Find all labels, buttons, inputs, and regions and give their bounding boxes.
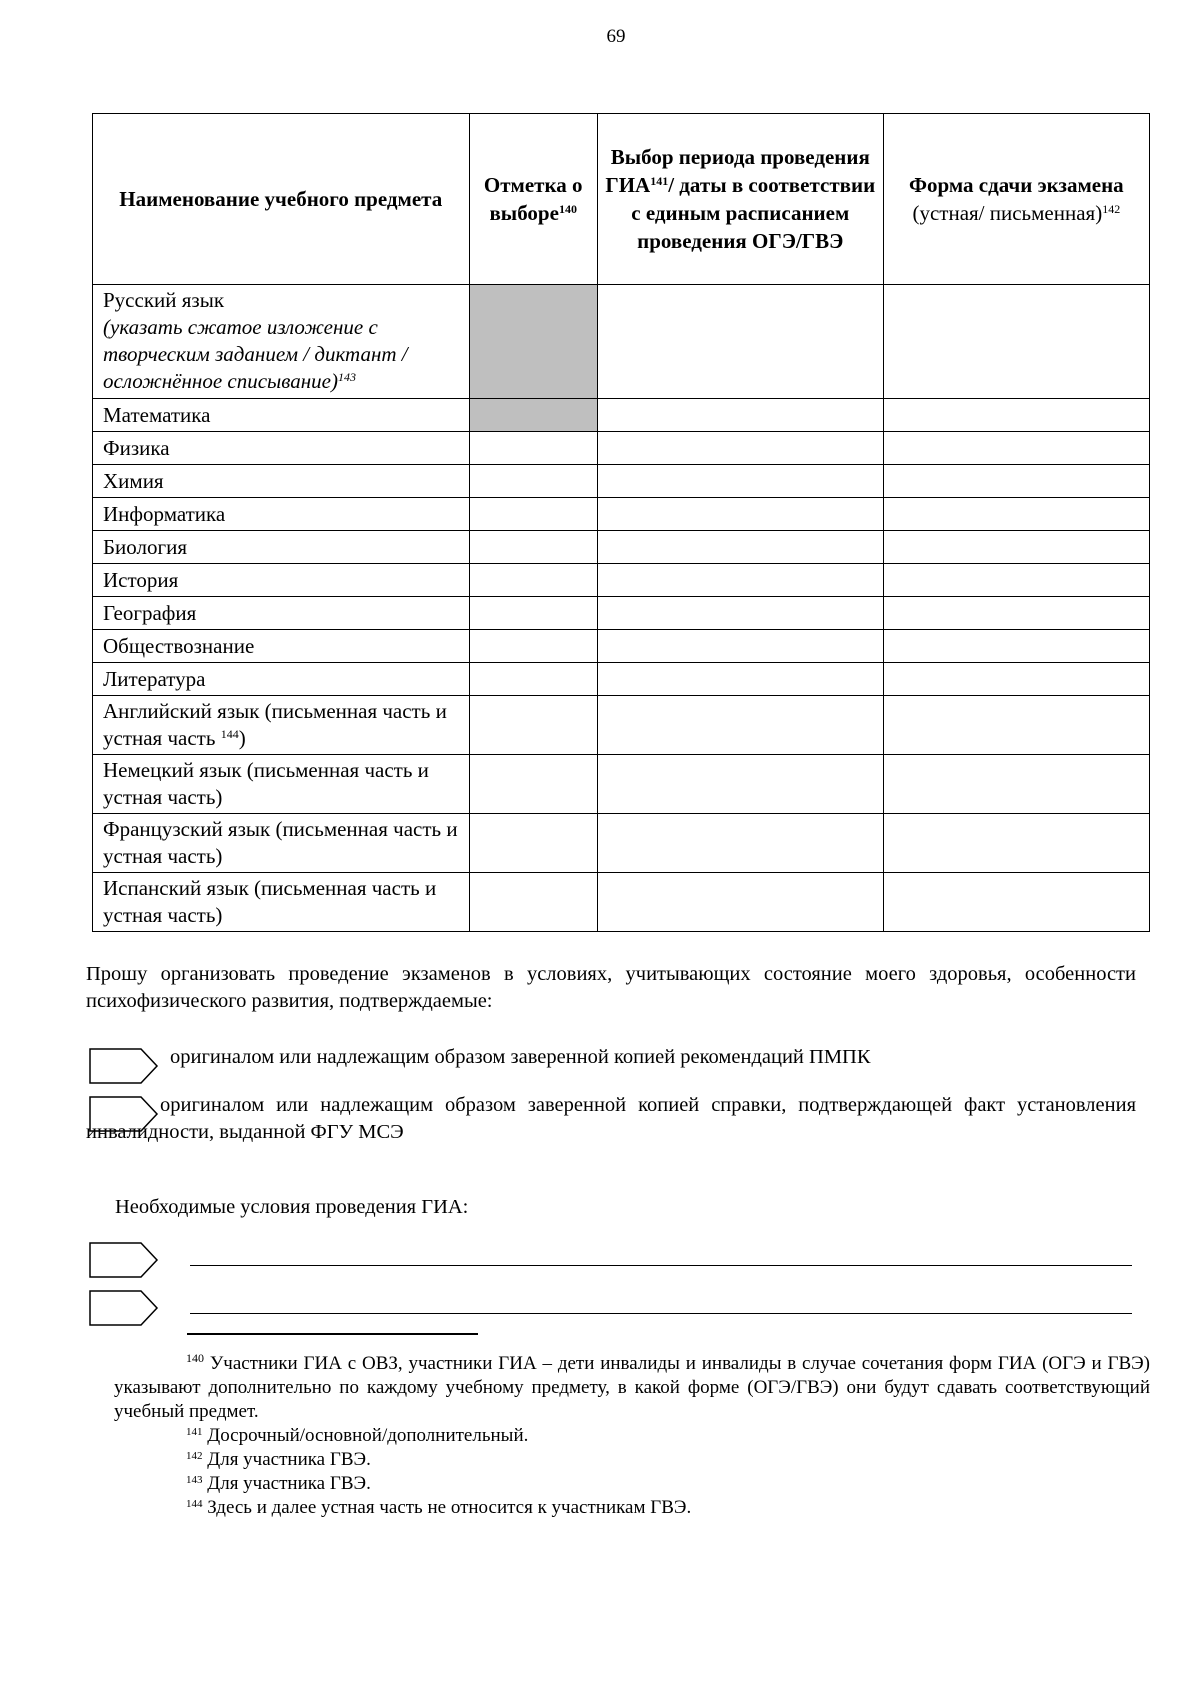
- table-row: [93, 399, 1150, 432]
- mark-cell[interactable]: [469, 630, 597, 663]
- request-paragraph: Прошу организовать проведение экзаменов в условиях, учитывающих состояние моего здоровья, особенности психофизического развития, подтверждаемые:: [86, 963, 1136, 1012]
- form-cell[interactable]: [883, 531, 1149, 564]
- period-cell[interactable]: [597, 564, 883, 597]
- conditions-label: Необходимые условия проведения ГИА:: [115, 1196, 469, 1218]
- table-row: [93, 432, 1150, 465]
- footnote-143: $^{143}$ Для участника ГВЭ.: [186, 1473, 371, 1494]
- subject-russian: Русский язык (указать сжатое изложение с творческим заданием / диктант / осложнённое списывание)$^{143}$: [93, 285, 470, 399]
- period-cell[interactable]: [597, 531, 883, 564]
- subject-name: Обществознание: [93, 630, 470, 663]
- mark-cell[interactable]: [469, 814, 597, 873]
- period-cell[interactable]: [597, 755, 883, 814]
- period-cell[interactable]: [597, 399, 883, 432]
- disability-option-label: оригиналом или надлежащим образом заверенной копией справки, подтверждающей факт установления инвалидности, выданной ФГУ МСЭ: [86, 1094, 1136, 1143]
- subject-name: Физика: [93, 432, 470, 465]
- subject-name: Литература: [93, 663, 470, 696]
- form-cell[interactable]: [883, 696, 1149, 755]
- table-row: [93, 696, 1150, 755]
- table-row: [93, 663, 1150, 696]
- mark-cell[interactable]: [469, 663, 597, 696]
- form-cell[interactable]: [883, 873, 1149, 932]
- period-cell[interactable]: [597, 696, 883, 755]
- subject-name: Биология: [93, 531, 470, 564]
- mark-cell[interactable]: [469, 564, 597, 597]
- table-header-row: [93, 114, 1150, 285]
- subject-name: Математика: [93, 399, 470, 432]
- footnote-142: $^{142}$ Для участника ГВЭ.: [186, 1449, 371, 1470]
- mark-cell[interactable]: [469, 755, 597, 814]
- period-cell[interactable]: [597, 597, 883, 630]
- condition-input-2[interactable]: [190, 1313, 1132, 1314]
- pmpk-option-label: оригиналом или надлежащим образом заверенной копией рекомендаций ПМПК: [170, 1046, 871, 1068]
- period-cell[interactable]: [597, 630, 883, 663]
- condition-checkbox-2[interactable]: [89, 1290, 159, 1328]
- form-cell[interactable]: [883, 564, 1149, 597]
- table-row: [93, 597, 1150, 630]
- form-cell[interactable]: [883, 814, 1149, 873]
- subjects-table: [92, 113, 1150, 932]
- mark-cell[interactable]: [469, 696, 597, 755]
- form-cell[interactable]: [883, 432, 1149, 465]
- footnote-separator: [187, 1333, 478, 1335]
- table-row: [93, 564, 1150, 597]
- mark-cell[interactable]: [469, 531, 597, 564]
- header-mark: Отметка о выборе$^{140}$: [469, 114, 597, 285]
- form-cell[interactable]: [883, 399, 1149, 432]
- form-cell[interactable]: [883, 465, 1149, 498]
- subject-name: История: [93, 564, 470, 597]
- form-cell[interactable]: [883, 498, 1149, 531]
- condition-input-1[interactable]: [190, 1265, 1132, 1266]
- footnote-140: $^{140}$ Участники ГИА с ОВЗ, участники ГИА – дети инвалиды и инвалиды в случае сочетания форм ГИА (ОГЭ и ГВЭ) указывают дополнительно по каждому учебному предмету, в какой форме (ОГЭ/ГВЭ) они будут сдавать соответствующий учебный предмет.: [114, 1351, 1150, 1422]
- form-cell[interactable]: [883, 597, 1149, 630]
- header-period: Выбор периода проведения ГИА$^{141}$/ даты в соответствии с единым расписанием проведения ОГЭ/ГВЭ: [597, 114, 883, 285]
- table-row: [93, 498, 1150, 531]
- mark-cell-disabled: [469, 285, 597, 399]
- subject-name: Химия: [93, 465, 470, 498]
- pmpk-checkbox[interactable]: [89, 1048, 159, 1086]
- page-number: 69: [606, 26, 626, 47]
- table-row: [93, 873, 1150, 932]
- period-cell[interactable]: [597, 663, 883, 696]
- subject-name: Французский язык (письменная часть и устная часть): [93, 814, 470, 873]
- period-cell[interactable]: [597, 814, 883, 873]
- subject-name: Информатика: [93, 498, 470, 531]
- mark-cell[interactable]: [469, 432, 597, 465]
- footnotes: [114, 1352, 1150, 1520]
- table-row: [93, 285, 1150, 399]
- footnote-144: $^{144}$ Здесь и далее устная часть не относится к участникам ГВЭ.: [186, 1497, 692, 1518]
- form-cell[interactable]: [883, 630, 1149, 663]
- mark-cell[interactable]: [469, 597, 597, 630]
- header-subject: Наименование учебного предмета: [93, 114, 470, 285]
- subject-english: Английский язык (письменная часть и устная часть $^{144}$): [93, 696, 470, 755]
- form-cell[interactable]: [883, 755, 1149, 814]
- mark-cell[interactable]: [469, 498, 597, 531]
- table-row: [93, 465, 1150, 498]
- subject-name: География: [93, 597, 470, 630]
- table-row: [93, 755, 1150, 814]
- subject-name: Немецкий язык (письменная часть и устная часть): [93, 755, 470, 814]
- table-row: [93, 531, 1150, 564]
- period-cell[interactable]: [597, 432, 883, 465]
- mark-cell-disabled: [469, 399, 597, 432]
- period-cell[interactable]: [597, 465, 883, 498]
- condition-checkbox-1[interactable]: [89, 1242, 159, 1280]
- period-cell[interactable]: [597, 498, 883, 531]
- table-row: [93, 630, 1150, 663]
- subject-name: Испанский язык (письменная часть и устная часть): [93, 873, 470, 932]
- footnote-141: $^{141}$ Досрочный/основной/дополнительный.: [186, 1425, 529, 1446]
- mark-cell[interactable]: [469, 873, 597, 932]
- form-cell[interactable]: [883, 285, 1149, 399]
- mark-cell[interactable]: [469, 465, 597, 498]
- period-cell[interactable]: [597, 873, 883, 932]
- form-cell[interactable]: [883, 663, 1149, 696]
- period-cell[interactable]: [597, 285, 883, 399]
- header-form: Форма сдачи экзамена (устная/ письменная)$^{142}$: [883, 114, 1149, 285]
- table-row: [93, 814, 1150, 873]
